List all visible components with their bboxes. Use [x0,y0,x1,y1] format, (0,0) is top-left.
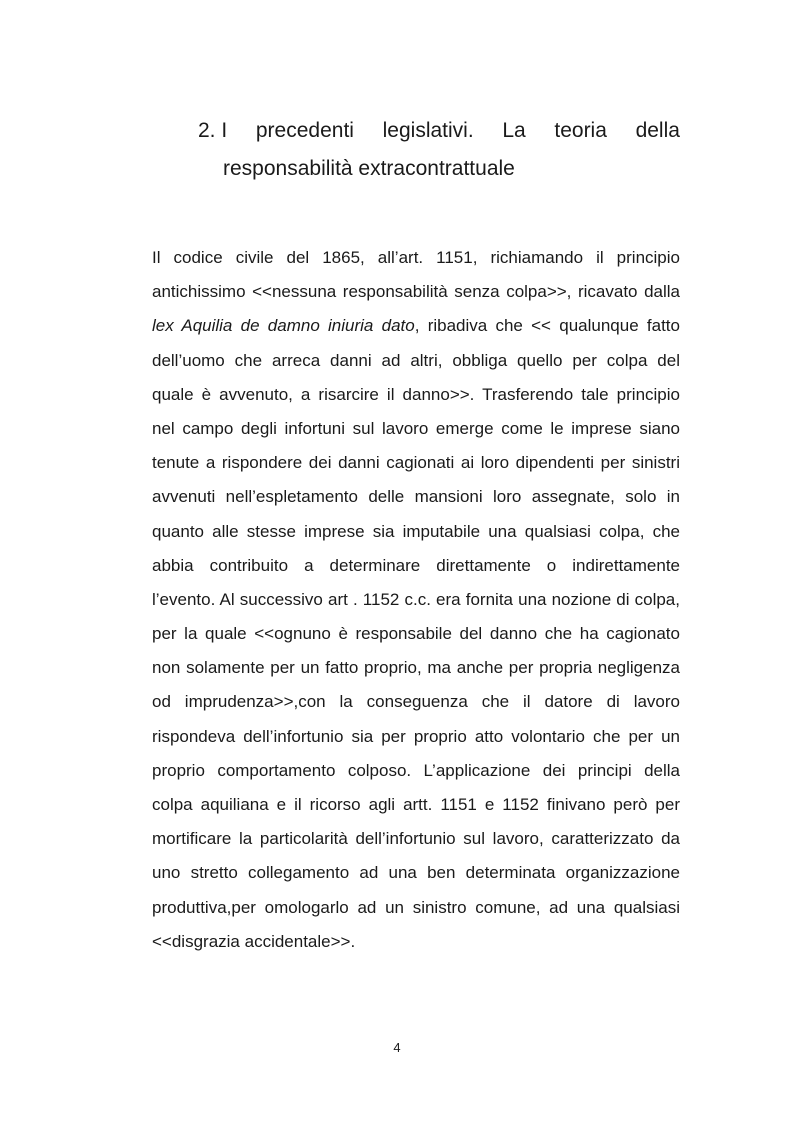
page-number: 4 [393,1040,401,1055]
text-segment: l’evento. Al successivo art . 1152 c.c. era fornita una nozione di colpa, [152,589,680,609]
text-segment: proprio comportamento colposo. L’applicazione dei principi della [152,760,680,780]
heading-word: precedenti [255,119,354,142]
text-segment: per la quale <<ognuno è responsabile del danno che ha cagionato [152,624,680,644]
text-line [152,378,680,412]
text-segment: <<disgrazia accidentale>>. [152,931,356,951]
text-segment: antichissimo <<nessuna responsabilità senza colpa>>, ricavato dalla [152,282,680,302]
text-segment: uno stretto collegamento ad una ben determinata organizzazione [152,863,680,883]
heading-word: della [635,119,680,142]
heading-word: La [502,119,526,142]
text-segment: tenute a rispondere dei danni cagionati ai loro dipendenti per sinistri [152,453,680,473]
text-line [152,891,680,925]
italic-citation: lex Aquilia de damno iniuria dato [152,316,415,336]
body-paragraph [152,241,680,959]
section-heading [198,112,680,188]
section-heading-line-2: responsabilità extracontrattuale [223,157,515,180]
text-line [152,446,680,480]
text-segment: nel campo degli infortuni sul lavoro emerge come le imprese siano [152,418,680,438]
text-line [152,515,680,549]
text-line [152,549,680,583]
text-segment: produttiva,per omologarlo ad un sinistro comune, ad una qualsiasi [152,897,680,917]
text-line [152,685,680,719]
text-segment: rispondeva dell’infortunio sia per proprio atto volontario che per un [152,726,680,746]
text-segment: mortificare la particolarità dell’infortunio sul lavoro, caratterizzato da [152,829,680,849]
text-line [152,720,680,754]
text-line [152,275,680,309]
text-segment: od imprudenza>>,con la conseguenza che il datore di lavoro [152,692,680,712]
text-segment: dell’uomo che arreca danni ad altri, obbliga quello per colpa del [152,350,680,370]
text-segment: non solamente per un fatto proprio, ma anche per propria negligenza [152,658,680,678]
text-line [152,583,680,617]
text-line [152,856,680,890]
text-line [152,412,680,446]
section-heading-line-1 [198,112,680,150]
text-line [152,651,680,685]
section-number: 2. [198,119,216,142]
text-line [152,309,680,343]
text-segment: , ribadiva che << qualunque fatto [414,316,680,336]
text-segment: abbia contribuito a determinare direttamente o indirettamente [152,555,680,575]
text-segment: quanto alle stesse imprese sia imputabile una qualsiasi colpa, che [152,521,680,541]
heading-word: teoria [554,119,607,142]
text-line [152,822,680,856]
text-segment: avvenuti nell’espletamento delle mansioni loro assegnate, solo in [152,487,680,507]
text-line [152,241,680,275]
heading-number-and-first-word [198,112,227,150]
text-segment: quale è avvenuto, a risarcire il danno>>. Trasferendo tale principio [152,384,680,404]
text-segment: colpa aquiliana e il ricorso agli artt. 1151 e 1152 finivano però per [152,795,680,814]
text-line [152,754,680,788]
text-line [152,344,680,378]
text-line [152,788,680,822]
text-line [152,925,680,959]
heading-word: I [221,119,228,142]
text-line [152,480,680,514]
heading-word: legislativi. [382,119,474,142]
text-line [152,617,680,651]
text-segment: Il codice civile del 1865, all’art. 1151, richiamando il principio [152,248,680,267]
